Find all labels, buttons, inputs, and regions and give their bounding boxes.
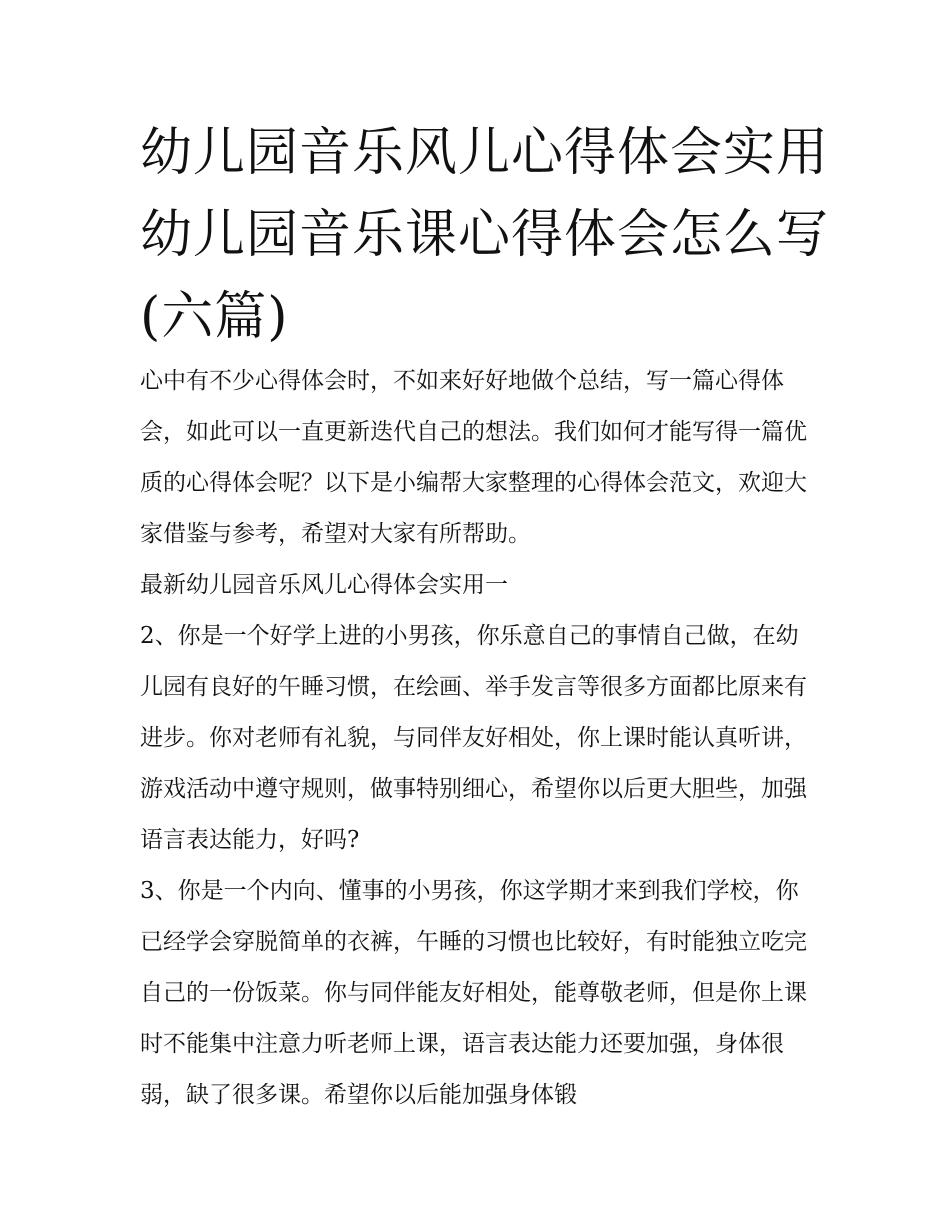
document-body (140, 356, 820, 1121)
intro-paragraph: 心中有不少心得体会时，不如来好好地做个总结，写一篇心得体会，如此可以一直更新迭代自己的想法。我们如何才能写得一篇优质的心得体会呢？以下是小编帮大家整理的心得体会范文，欢迎大家借鉴与参考，希望对大家有所帮助。 (140, 368, 807, 547)
paragraph-item-2: 2、你是一个好学上进的小男孩，你乐意自己的事情自己做，在幼儿园有良好的午睡习惯，在绘画、举手发言等很多方面都比原来有进步。你对老师有礼貌，与同伴友好相处，你上课时能认真听讲，游戏活动中遵守规则，做事特别细心，希望你以后更大胆些，加强语言表达能力，好吗? (140, 623, 807, 853)
section-heading: 最新幼儿园音乐风儿心得体会实用一 (140, 572, 508, 598)
title-line-1: 幼儿园音乐风儿心得体会实用 (140, 123, 830, 183)
document-title (140, 112, 830, 358)
title-line-2: 幼儿园音乐课心得体会怎么写 (140, 205, 830, 265)
paragraph-item-3: 3、你是一个内向、懂事的小男孩，你这学期才来到我们学校，你已经学会穿脱简单的衣裤，午睡的习惯也比较好，有时能独立吃完自己的一份饭菜。你与同伴能友好相处，能尊敬老师，但是你上课时不能集中注意力听老师上课，语言表达能力还要加强，身体很弱，缺了很多课。希望你以后能加强身体锻 (140, 878, 807, 1108)
title-line-3: (六篇) (140, 287, 289, 347)
